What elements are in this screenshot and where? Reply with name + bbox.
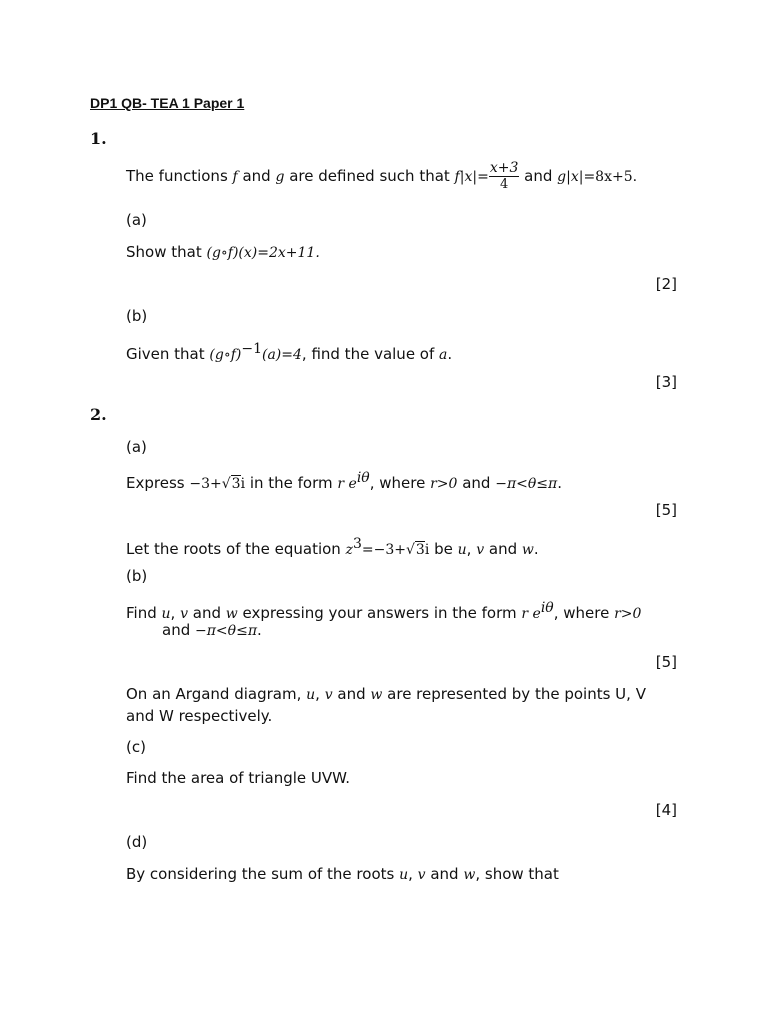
math-expr: −π<θ≤π [195, 623, 258, 639]
text: Show that [126, 243, 207, 261]
text: On an Argand diagram, [126, 685, 307, 703]
text: The functions [126, 167, 233, 185]
text: , show that [475, 865, 559, 883]
text: and [457, 474, 496, 492]
text: and [188, 604, 226, 622]
text: , [466, 540, 477, 558]
math-superscript: 3 [352, 536, 362, 552]
sqrt-symbol: √ [406, 542, 415, 558]
text: and [237, 167, 276, 185]
math-var: w [370, 687, 383, 703]
math-expr: =−3+ [361, 542, 406, 558]
sqrt-radicand: 3 [415, 542, 425, 558]
math-superscript: iθ [540, 600, 554, 616]
math-var: w [463, 867, 476, 883]
math-var: u [399, 867, 409, 883]
math-expr: (g∘f) [209, 347, 242, 363]
text: Find [126, 604, 162, 622]
text: . [557, 474, 563, 492]
text: Express [126, 474, 190, 492]
q2-part-c-marks: [4] [655, 801, 677, 819]
text: . [533, 540, 539, 558]
sqrt-symbol: √ [221, 476, 231, 492]
text: in the form [245, 474, 338, 492]
q2-roots-text [126, 534, 539, 561]
math-superscript: −1 [241, 341, 262, 357]
math-paren: | [566, 169, 571, 185]
math-var: v [417, 867, 426, 883]
math-expr: r>0 [614, 606, 642, 622]
q2-part-a-text [126, 468, 562, 495]
math-expr: =8x+5. [583, 169, 638, 185]
text: , find the value of [301, 345, 440, 363]
q1-part-b-label: (b) [126, 307, 148, 325]
q1-part-b-marks: [3] [655, 373, 677, 391]
document-title: DP1 QB- TEA 1 Paper 1 [90, 95, 245, 111]
math-var: w [521, 542, 534, 558]
math-expr: r e [337, 476, 357, 492]
q2-part-a-marks: [5] [655, 501, 677, 519]
math-superscript: iθ [356, 470, 370, 486]
q2-part-b-text-line2 [126, 620, 262, 642]
q2-part-b-marks: [5] [655, 653, 677, 671]
q1-part-a-label: (a) [126, 211, 147, 229]
q1-intro [126, 160, 637, 193]
math-var: v [476, 542, 485, 558]
math-var: u [457, 542, 467, 558]
text: . [447, 345, 453, 363]
q2-part-a-label: (a) [126, 438, 147, 456]
math-paren: |= [472, 169, 489, 185]
text: are defined such that [284, 167, 455, 185]
text: , [170, 604, 181, 622]
sqrt-radicand: 3 [231, 476, 241, 492]
math-var: z [345, 542, 353, 558]
question-number-1: 1. [90, 129, 107, 148]
text: , [315, 685, 325, 703]
math-var: u [306, 687, 316, 703]
math-var: u [161, 606, 171, 622]
q2-part-d-label: (d) [126, 833, 148, 851]
q2-argand-text [126, 684, 656, 727]
fraction-numerator: x+3 [489, 160, 519, 176]
text: Given that [126, 345, 210, 363]
text: and [162, 621, 195, 639]
text: and [425, 865, 464, 883]
math-var: i [240, 476, 246, 492]
q1-part-b-text [126, 339, 452, 366]
text: expressing your answers in the form [237, 604, 522, 622]
text: be [429, 540, 458, 558]
text: , where [553, 604, 615, 622]
text: , [408, 865, 418, 883]
q2-part-c-text: Find the area of triangle UVW. [126, 769, 351, 787]
math-expr: −π<θ≤π [495, 476, 558, 492]
text: and [484, 540, 522, 558]
fraction-denominator: 4 [499, 177, 509, 192]
q1-part-a-text [126, 242, 320, 264]
math-expr: −3+ [189, 476, 222, 492]
math-var: v [324, 687, 333, 703]
q2-part-b-label: (b) [126, 567, 148, 585]
math-var: x [570, 169, 579, 185]
text: and [332, 685, 371, 703]
text: , where [369, 474, 431, 492]
math-var: g [275, 169, 285, 185]
math-paren: | [578, 169, 584, 185]
text: By considering the sum of the roots [126, 865, 400, 883]
q1-part-a-marks: [2] [655, 275, 677, 293]
math-var: v [180, 606, 189, 622]
math-var: g [557, 169, 567, 185]
math-var: f [232, 169, 238, 185]
q2-part-c-label: (c) [126, 738, 146, 756]
math-var: i [424, 542, 430, 558]
math-var: w [225, 606, 238, 622]
math-expr: (a)=4 [261, 347, 302, 363]
math-expr: r>0 [430, 476, 458, 492]
math-expr: r e [521, 606, 541, 622]
math-expr: (g∘f)(x)=2x+11. [206, 245, 320, 261]
math-var: a [439, 347, 448, 363]
text: . [257, 621, 262, 639]
text: Let the roots of the equation [126, 540, 346, 558]
math-paren: | [459, 169, 465, 185]
q2-part-d-text [126, 864, 559, 886]
text: and [519, 167, 558, 185]
text: are represented by the points U, V and W respectively. [126, 685, 646, 725]
question-number-2: 2. [90, 405, 107, 424]
fraction [489, 160, 520, 193]
math-var: x [464, 169, 473, 185]
math-var: f [454, 169, 460, 185]
